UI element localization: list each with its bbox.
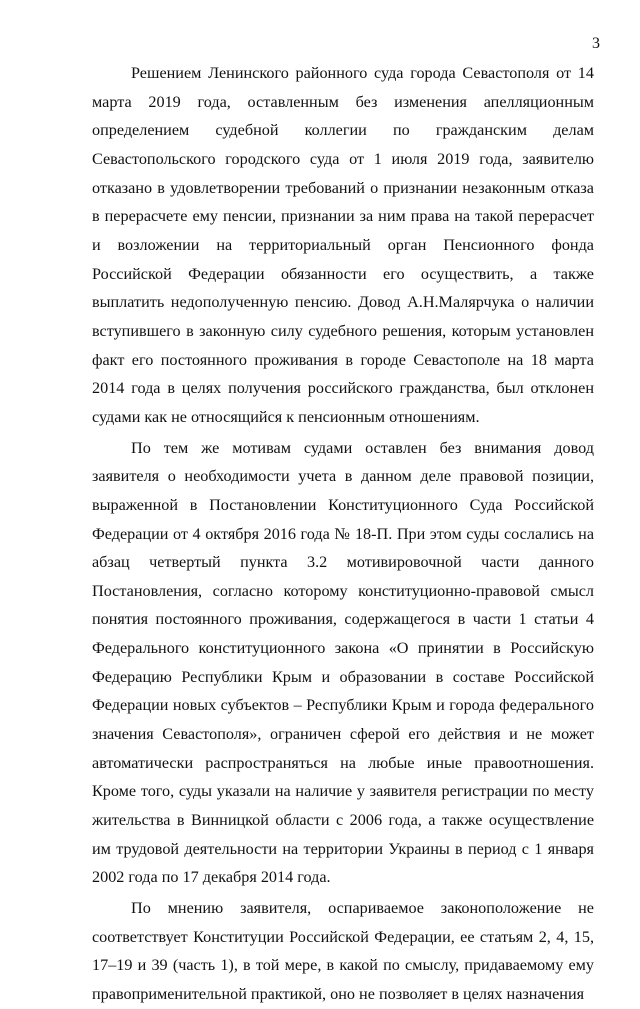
document-body <box>92 59 594 1009</box>
paragraph-1: Решением Ленинского районного суда города Севастополя от 14 марта 2019 года, оставленным без изменения апелляционным определением судебной коллегии по гражданским делам Севастопольского городского суда от 1 июля 2019 года, заявителю отказано в удовлетворении требований о признании незаконным отказа в перерасчете ему пенсии, признании за ним права на такой перерасчет и возложении на территориальный орган Пенсионного фонда Российской Федерации обязанности его осуществить, а также выплатить недополученную пенсию. Довод А.Н.Малярчука о наличии вступившего в законную силу судебного решения, которым установлен факт его постоянного проживания в городе Севастополе на 18 марта 2014 года в целях получения российского гражданства, был отклонен судами как не относящийся к пенсионным отношениям. <box>92 64 594 426</box>
paragraph-2: По тем же мотивам судами оставлен без внимания довод заявителя о необходимости учета в данном деле правовой позиции, выраженной в Постановлении Конституционного Суда Российской Федерации от 4 октября 2016 года № 18-П. При этом суды сослались на абзац четвертый пункта 3.2 мотивировочной части данного Постановления, согласно которому конституционно-правовой смысл понятия постоянного проживания, содержащегося в части 1 статьи 4 Федерального конституционного закона «О принятии в Российскую Федерацию Республики Крым и образовании в составе Российской Федерации новых субъектов – Республики Крым и города федерального значения Севастополя», ограничен сферой его действия и не может автоматически распространяться на любые иные правоотношения. Кроме того, суды указали на наличие у заявителя регистрации по месту жительства в Винницкой области с 2006 года, а также осуществление им трудовой деятельности на территории Украины в период с 1 января 2002 года по 17 декабря 2014 года. <box>92 438 594 887</box>
page-number: 3 <box>592 35 600 52</box>
paragraph-3: По мнению заявителя, оспариваемое законоположение не соответствует Конституции Российской Федерации, ее статьям 2, 4, 15, 17–19 и 39 (часть 1), в той мере, в какой по смыслу, придаваемому ему правоприменительной практикой, оно не позволяет в целях назначения <box>92 899 594 1003</box>
